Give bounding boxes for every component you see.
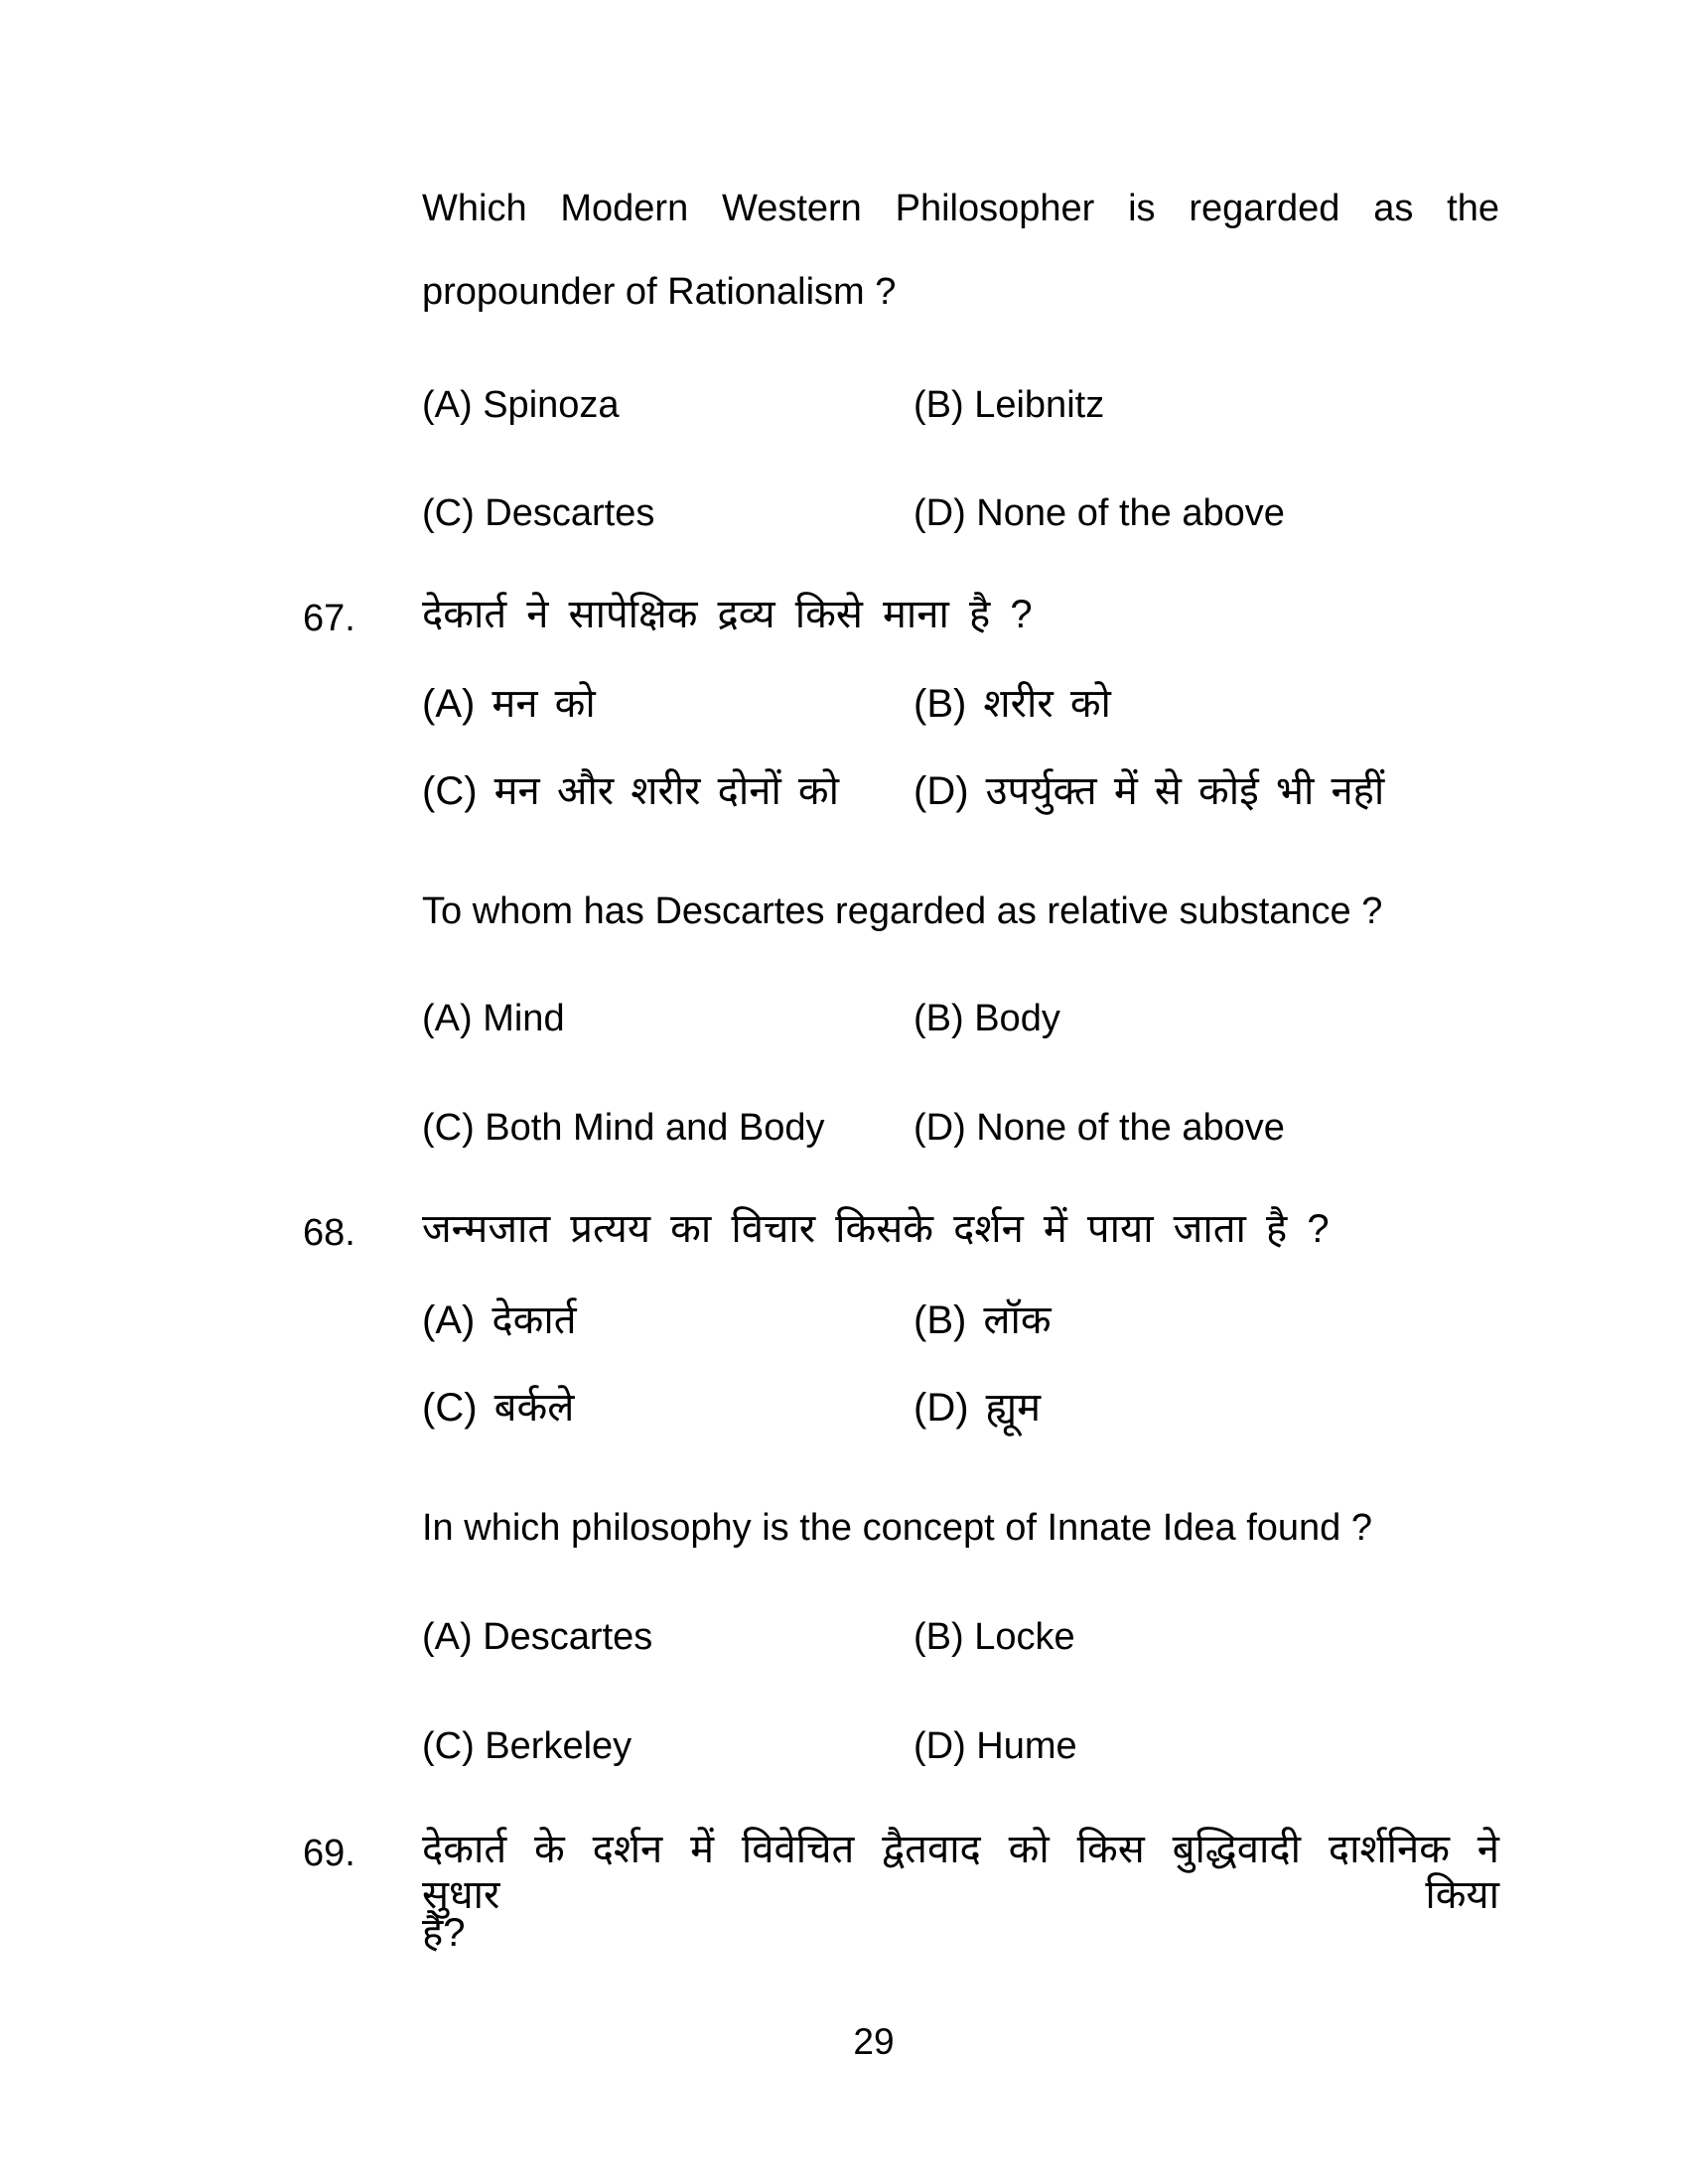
question-68-hindi-option-a: (A) देकार्त — [422, 1298, 577, 1342]
question-66-english-line-2: propounder of Rationalism ? — [422, 271, 897, 313]
question-68-english-options-row-2 — [422, 1725, 1549, 1769]
question-67-hindi-options-row-1 — [422, 681, 1549, 727]
question-67-hindi-option-a: (A) मन को — [422, 682, 596, 726]
question-67-english-options-row-2 — [422, 1107, 1549, 1151]
question-67-english-option-d: (D) None of the above — [914, 1107, 1285, 1149]
question-67-hindi-option-d: (D) उपर्युक्त में से कोई भी नहीं — [914, 769, 1385, 813]
question-number-67: 67. — [303, 598, 355, 639]
question-67-hindi-option-b: (B) शरीर को — [914, 682, 1111, 726]
question-67-hindi-text: देकार्त ने सापेक्षिक द्रव्य किसे माना है ? — [422, 593, 1033, 636]
question-68-hindi-text: जन्मजात प्रत्यय का विचार किसके दर्शन में पाया जाता है ? — [422, 1207, 1330, 1251]
question-68-english-option-c: (C) Berkeley — [422, 1725, 633, 1767]
question-67-english-option-c: (C) Both Mind and Body — [422, 1107, 825, 1149]
question-68-hindi-option-d: (D) ह्यूम — [914, 1386, 1042, 1430]
question-66-option-a: (A) Spinoza — [422, 384, 620, 426]
question-68-english-option-d: (D) Hume — [914, 1725, 1077, 1767]
question-67-hindi-options-row-2 — [422, 768, 1549, 814]
question-69-hindi-line-2: है? — [422, 1911, 466, 1955]
page-number: 29 — [853, 2021, 895, 2062]
question-68-english-option-a: (A) Descartes — [422, 1616, 653, 1658]
question-67-english-option-a: (A) Mind — [422, 998, 565, 1039]
question-66-option-c: (C) Descartes — [422, 492, 655, 534]
question-66-english-line-1: Which Modern Western Philosopher is regarded as the — [422, 188, 1499, 229]
question-66-option-d: (D) None of the above — [914, 492, 1285, 534]
question-68-english-option-b: (B) Locke — [914, 1616, 1075, 1658]
question-68-hindi-option-b: (B) लॉक — [914, 1298, 1052, 1342]
question-67-hindi-option-c: (C) मन और शरीर दोनों को — [422, 769, 840, 813]
question-66-options-row-1 — [422, 384, 1549, 428]
question-number-68: 68. — [303, 1212, 355, 1254]
question-66-option-b: (B) Leibnitz — [914, 384, 1105, 426]
question-68-english-text: In which philosophy is the concept of Innate Idea found ? — [422, 1507, 1372, 1549]
question-67-english-options-row-1 — [422, 998, 1549, 1041]
question-68-hindi-option-c: (C) बर्कले — [422, 1386, 575, 1430]
question-67-english-option-b: (B) Body — [914, 998, 1060, 1039]
question-68-hindi-options-row-1 — [422, 1297, 1549, 1343]
question-number-69: 69. — [303, 1833, 355, 1874]
question-68-hindi-options-row-2 — [422, 1385, 1549, 1431]
question-66-options-row-2 — [422, 492, 1549, 536]
question-69-hindi-line-1: देकार्त के दर्शन में विवेचित द्वैतवाद को किस बुद्धिवादी दार्शनिक ने सुधार किया — [422, 1828, 1499, 1917]
question-68-english-options-row-1 — [422, 1616, 1549, 1660]
question-67-english-text: To whom has Descartes regarded as relative substance ? — [422, 890, 1383, 932]
